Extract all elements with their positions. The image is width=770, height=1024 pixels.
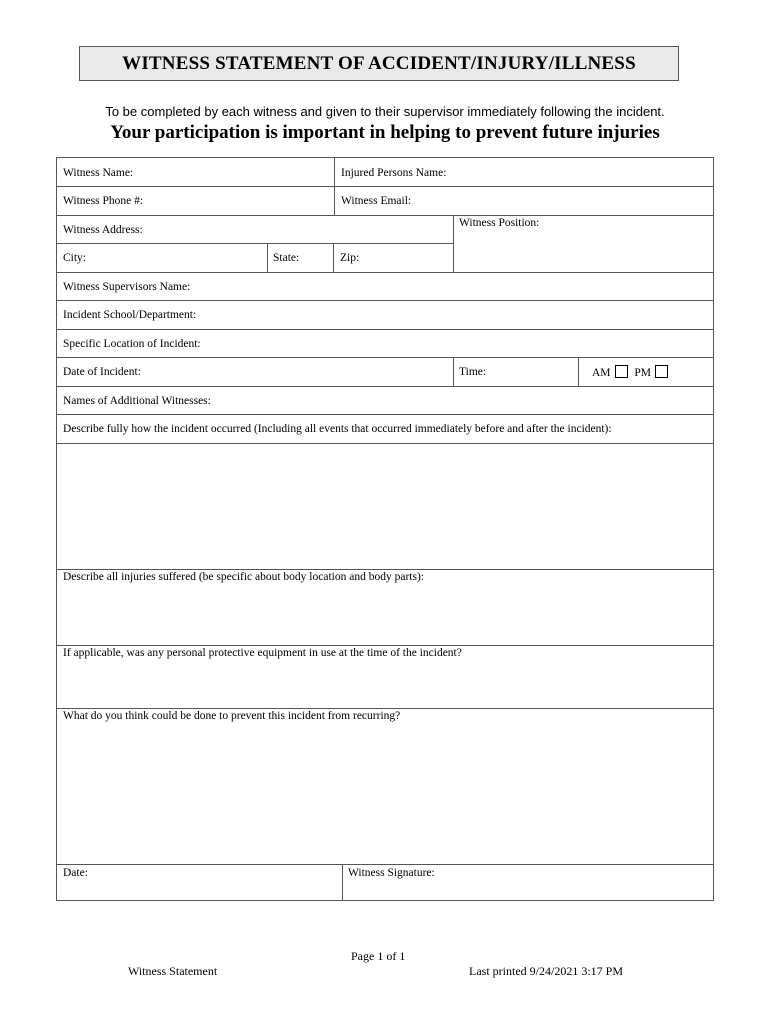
zip-label: Zip: (340, 252, 360, 264)
row-divider (57, 186, 713, 187)
column-divider (333, 243, 334, 272)
time-label: Time: (459, 366, 487, 378)
witness-signature-label: Witness Signature: (348, 867, 435, 879)
row-divider (57, 443, 713, 444)
row-divider (57, 708, 713, 709)
am-checkbox[interactable] (615, 365, 628, 378)
column-divider (453, 215, 454, 272)
row-divider (57, 386, 713, 387)
row-divider (57, 357, 713, 358)
date-label: Date: (63, 867, 88, 879)
incident-school-label: Incident School/Department: (63, 309, 197, 321)
city-label: City: (63, 252, 87, 264)
row-divider (57, 864, 713, 865)
column-divider (453, 357, 454, 386)
row-divider (57, 414, 713, 415)
describe-injuries-label: Describe all injuries suffered (be specific about body location and body parts): (63, 571, 424, 583)
column-divider (578, 357, 579, 386)
witness-email-label: Witness Email: (341, 195, 412, 207)
witness-name-label: Witness Name: (63, 167, 134, 179)
prevent-question-label: What do you think could be done to prevent this incident from recurring? (63, 710, 401, 722)
state-label: State: (273, 252, 300, 264)
tagline: Your participation is important in helping to prevent future injuries (110, 122, 660, 143)
page-number: Page 1 of 1 (351, 949, 406, 963)
pm-label: PM (634, 367, 652, 379)
am-label: AM (592, 367, 611, 379)
row-divider (57, 300, 713, 301)
intro-text: To be completed by each witness and given to their supervisor immediately following the incident. (105, 104, 665, 119)
witness-address-label: Witness Address: (63, 224, 143, 236)
column-divider (267, 243, 268, 272)
column-divider (334, 158, 335, 215)
witness-position-label: Witness Position: (459, 217, 540, 229)
witness-form (56, 157, 714, 901)
row-divider (57, 329, 713, 330)
witness-phone-label: Witness Phone #: (63, 195, 144, 207)
row-divider (57, 243, 453, 244)
pm-checkbox[interactable] (655, 365, 668, 378)
injured-persons-name-label: Injured Persons Name: (341, 167, 447, 179)
footer-doc-name: Witness Statement (128, 964, 218, 978)
date-of-incident-label: Date of Incident: (63, 366, 141, 378)
ppe-question-label: If applicable, was any personal protective equipment in use at the time of the incident? (63, 647, 462, 659)
row-divider (57, 645, 713, 646)
describe-incident-label: Describe fully how the incident occurred (Including all events that occurred immediately before and after the incident): (63, 423, 612, 435)
document-title: WITNESS STATEMENT OF ACCIDENT/INJURY/ILLNESS (79, 46, 679, 81)
am-pm-group (592, 365, 672, 379)
specific-location-label: Specific Location of Incident: (63, 338, 201, 350)
footer-printed-date: Last printed 9/24/2021 3:17 PM (469, 964, 623, 978)
additional-witnesses-label: Names of Additional Witnesses: (63, 395, 211, 407)
row-divider (57, 272, 713, 273)
row-divider (57, 569, 713, 570)
row-divider (57, 215, 713, 216)
supervisors-name-label: Witness Supervisors Name: (63, 281, 191, 293)
column-divider (342, 864, 343, 901)
